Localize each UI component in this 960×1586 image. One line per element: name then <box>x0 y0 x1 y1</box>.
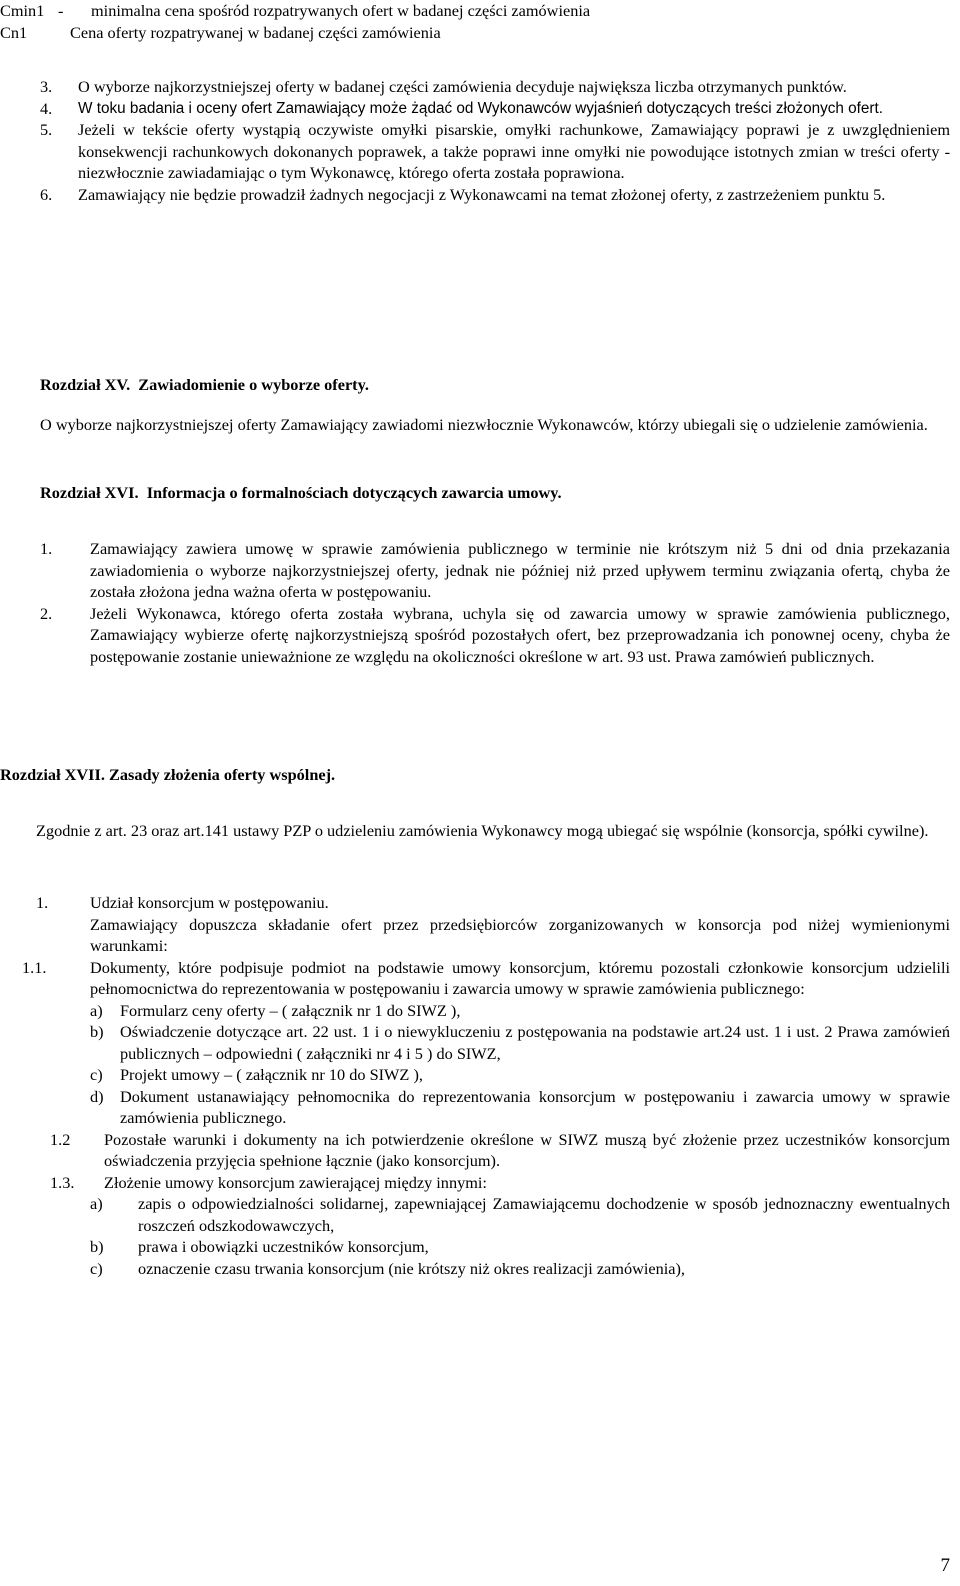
section-xvii-intro: Zgodnie z art. 23 oraz art.141 ustawy PZP o udzieleniu zamówienia Wykonawcy mogą ubiegać się wspólnie (konsorcja, spółki cywilne). <box>36 821 929 840</box>
sublist-item <box>90 1086 950 1129</box>
sublist-item <box>90 1193 950 1236</box>
item-text: Pozostałe warunki i dokumenty na ich potwierdzenie określone w SIWZ muszą być złożenie przez uczestników konsorcjum oświadczenia przyjęcia spełnione łącznie (jako konsorcjum). <box>104 1129 950 1170</box>
sub-item-letter: a) <box>90 1194 103 1213</box>
item-text: W toku badania i oceny ofert Zamawiający może żądać od Wykonawców wyjaśnień dotyczących treści złożonych ofert. <box>78 99 884 117</box>
legend-row <box>0 22 900 44</box>
list-item <box>40 119 950 184</box>
list-item <box>40 76 950 98</box>
sub-item-letter: a) <box>90 1000 103 1020</box>
sub-item-letter: b) <box>90 1022 104 1041</box>
consortium-agreement-sublist <box>90 1193 950 1279</box>
item-text: Jeżeli w tekście oferty wystąpią oczywiste omyłki pisarskie, omyłki rachunkowe, Zamawiający poprawi je z uwzględnieniem konsekwencji rachunkowych dokonanych poprawek, a także poprawi inne omyłki nie powodujące istotnych zmian w treści oferty - niezwłocznie zawiadamiając o tym Wykonawcę, którego oferta została poprawiona. <box>78 120 950 182</box>
item-text: Dokumenty, które podpisuje podmiot na podstawie umowy konsorcjum, któremu pozostali członkowie konsorcjum udzielili pełnomocnictwa do reprezentowania w postępowaniu i zawarcia umowy w sprawie zamówienia publicznego: <box>90 957 950 998</box>
consortium-conditions-text: Zamawiający dopuszcza składanie ofert przez przedsiębiorców zorganizowanych w konsorcja pod niżej wymienionymi warunkami: <box>90 914 950 955</box>
sublist-item <box>90 1000 950 1022</box>
item-number: 2. <box>40 603 53 623</box>
sub-item-text: Oświadczenie dotyczące art. 22 ust. 1 i o niewykluczeniu z postępowania na podstawie art.24 ust. 1 i ust. 2 Prawa zamówień publicznych – odpowiedni ( załączniki nr 4 i 5 ) do SIWZ, <box>120 1022 950 1063</box>
list-item <box>36 1172 950 1194</box>
sub-item-letter: c) <box>90 1258 103 1278</box>
sublist-item <box>90 1236 950 1258</box>
legend-symbol: Cmin1 <box>0 1 45 20</box>
sub-item-text: prawa i obowiązki uczestników konsorcjum, <box>138 1237 429 1256</box>
item-number: 4. <box>40 98 53 118</box>
legend-separator: - <box>58 1 64 20</box>
evaluation-list <box>40 76 950 205</box>
legend-description: minimalna cena spośród rozpatrywanych ofert w badanej części zamówienia <box>91 1 591 20</box>
item-number: 1. <box>36 893 49 912</box>
sub-item-text: zapis o odpowiedzialności solidarnej, zapewniającej Zamawiającemu dochodzenie w sposób jednoznaczny ewentualnych roszczeń odszkodowawczych, <box>138 1194 950 1235</box>
list-item <box>22 957 950 1000</box>
section-heading-xv: Rozdział XV. Zawiadomienie o wyborze oferty. <box>40 375 369 394</box>
item-number: 1. <box>40 539 53 558</box>
list-item <box>36 1129 950 1172</box>
list-item <box>40 538 950 603</box>
item-text: Jeżeli Wykonawca, którego oferta została wybrana, uchyla się od zawarcia umowy w sprawie zamówienia publicznego, Zamawiający wybierze ofertę najkorzystniejszą spośród pozostałych ofert, bez przeprowadzania ich ponownej oceny, chyba że postępowanie zostanie unieważnione ze względu na okoliczności określone w art. 93 ust. Prawa zamówień publicznych. <box>90 603 950 666</box>
item-number: 5. <box>40 120 53 139</box>
legend-row <box>0 0 900 22</box>
item-number: 3. <box>40 77 53 96</box>
sub-item-letter: d) <box>90 1086 104 1106</box>
legend <box>0 0 900 43</box>
list-item <box>40 184 950 206</box>
sublist-item <box>90 1064 950 1086</box>
list-item <box>40 98 950 120</box>
item-number: 1.1. <box>22 957 47 977</box>
legend-symbol: Cn1 <box>0 22 28 42</box>
section-xv-paragraph: O wyborze najkorzystniejszej oferty Zamawiający zawiadomi niezwłocznie Wykonawców, którzy ubiegali się o udzielenie zamówienia. <box>40 415 928 434</box>
item-number: 6. <box>40 184 53 204</box>
consortium-section <box>22 892 950 1279</box>
section-heading-xvii: Rozdział XVII. Zasady złożenia oferty wspólnej. <box>0 765 336 784</box>
section-heading-xvi: Rozdział XVI. Informacja o formalnościach dotyczących zawarcia umowy. <box>40 483 562 502</box>
section-xvi-list <box>40 538 950 667</box>
sub-item-text: Dokument ustanawiający pełnomocnika do reprezentowania konsorcjum w postępowaniu i zawarcia umowy w sprawie zamówienia publicznego. <box>120 1086 950 1127</box>
item-number: 1.3. <box>50 1172 75 1192</box>
list-item <box>36 892 950 914</box>
sub-item-text: oznaczenie czasu trwania konsorcjum (nie krótszy niż okres realizacji zamówienia), <box>138 1258 685 1278</box>
legend-description: Cena oferty rozpatrywanej w badanej części zamówienia <box>70 22 441 42</box>
sublist-item <box>90 1021 950 1064</box>
item-text: Złożenie umowy konsorcjum zawierającej między innymi: <box>104 1172 487 1192</box>
sub-item-text: Formularz ceny oferty – ( załącznik nr 1 do SIWZ ), <box>120 1000 461 1020</box>
documents-sublist <box>90 1000 950 1129</box>
sub-item-letter: b) <box>90 1237 104 1256</box>
sublist-item <box>90 1258 950 1280</box>
item-text: Zamawiający zawiera umowę w sprawie zamówienia publicznego w terminie nie krótszym niż 5 dni od dnia przekazania zawiadomienia o wyborze najkorzystniejszej oferty, jednak nie później niż przed upływem terminu związania ofertą, chyba że została złożona jedna ważna oferta w postępowaniu. <box>90 539 950 601</box>
list-item <box>40 603 950 668</box>
sub-item-letter: c) <box>90 1065 103 1084</box>
item-title: Udział konsorcjum w postępowaniu. <box>90 893 329 912</box>
page-number: 7 <box>940 1555 950 1576</box>
item-text: O wyborze najkorzystniejszej oferty w badanej części zamówienia decyduje największa liczba otrzymanych punktów. <box>78 77 847 96</box>
sub-item-text: Projekt umowy – ( załącznik nr 10 do SIWZ ), <box>120 1065 423 1084</box>
legend-separator <box>58 22 70 44</box>
item-text: Zamawiający nie będzie prowadził żadnych negocjacji z Wykonawcami na temat złożonej oferty, z zastrzeżeniem punktu 5. <box>78 184 886 204</box>
item-number: 1.2 <box>50 1129 71 1149</box>
